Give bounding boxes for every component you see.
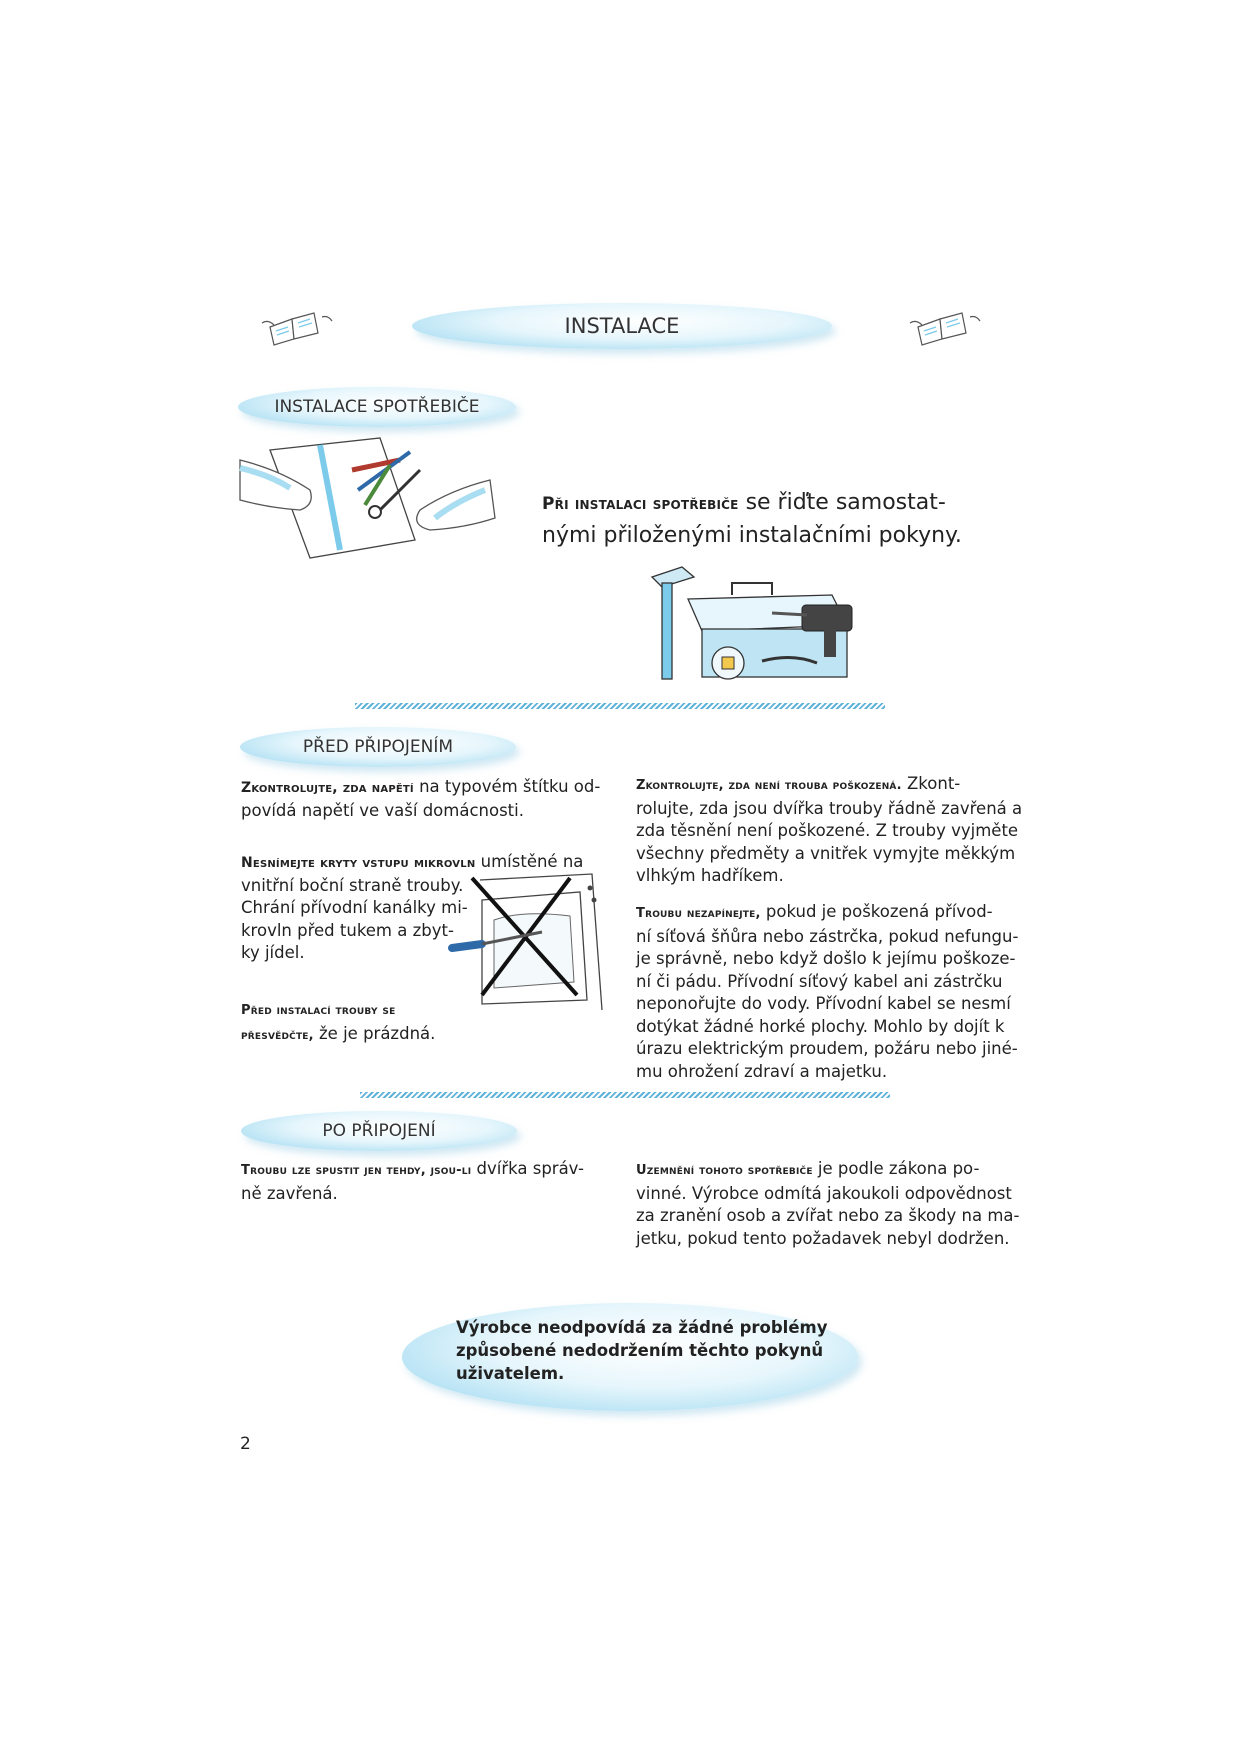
after-right-paragraph	[636, 1158, 1019, 1250]
disclaimer-oval	[402, 1303, 858, 1411]
before-left-p1-l1: na typovém štítku od-	[413, 777, 601, 796]
before-right-p2-l3: je správně, nebo když došlo k jejímu poškoze-	[636, 949, 1016, 968]
before-left-p3	[241, 1000, 435, 1047]
after-left-caps: Troubu lze spustit jen tehdy, jsou-li	[241, 1163, 472, 1178]
before-right-p2-l5: neponořujte do vody. Přívodní kabel se nesmí	[636, 994, 1011, 1013]
after-right-l4: jetku, pokud tento požadavek nebyl dodržen.	[636, 1228, 1010, 1248]
before-left-p2-l1: umístěné na	[475, 852, 584, 871]
before-right-p2	[636, 901, 1018, 1083]
disclaimer-l2: způsobené nedodržením těchto pokynů	[456, 1341, 824, 1360]
before-left-p2-l3: Chrání přívodní kanálky mi-	[241, 898, 468, 917]
page-number: 2	[240, 1434, 251, 1454]
before-right-p2-l8: mu ohrožení zdraví a majetku.	[636, 1061, 888, 1081]
after-right-l3: za zranění osob a zvířat nebo za škody na ma-	[636, 1206, 1020, 1225]
before-right-p2-l1: pokud je poškozená přívod-	[760, 902, 993, 921]
after-left-l2: ně zavřená.	[241, 1183, 338, 1203]
disclaimer-l1: Výrobce neodpovídá za žádné problémy	[456, 1318, 828, 1337]
after-right-l2: vinné. Výrobce odmítá jakoukoli odpovědnost	[636, 1183, 1012, 1203]
install-lead-paragraph	[542, 487, 962, 551]
after-left-paragraph	[241, 1158, 584, 1205]
section-title-before: PŘED PŘIPOJENÍM	[302, 737, 454, 757]
before-right-p2-caps: Troubu nezapínejte,	[636, 906, 761, 921]
section-label-before	[240, 727, 516, 767]
before-left-p2-caps: Nesnímejte kryty vstupu mikrovln	[241, 855, 476, 871]
section-title-after: PO PŘIPOJENÍ	[322, 1121, 436, 1141]
before-right-p1	[636, 773, 1022, 888]
after-left-l1: dvířka správ-	[471, 1159, 584, 1178]
before-right-p1-l5: vlhkým hadříkem.	[636, 866, 784, 885]
before-left-p1-caps: Zkontrolujte, zda napětí	[241, 780, 414, 796]
before-left-p1	[241, 776, 600, 822]
page-title-oval	[412, 303, 832, 349]
page-title: INSTALACE	[564, 314, 680, 338]
before-right-p1-l4: všechny předměty a vnitřek vymyjte měkkým	[636, 843, 1016, 863]
before-left-p2-l5: ky jídel.	[241, 943, 305, 962]
section-divider	[360, 1092, 890, 1098]
before-right-p2-l6: dotýkat žádné horké plochy. Mohlo by dojít k	[636, 1016, 1005, 1036]
disclaimer-text	[456, 1316, 827, 1385]
before-right-p2-l2: ní síťová šňůra nebo zástrčka, pokud nefungu-	[636, 926, 1019, 946]
before-right-p1-l3: zda těsnění není poškozené. Z trouby vyjměte	[636, 821, 1019, 840]
section-divider	[355, 703, 885, 709]
before-left-p3-l1: že je prázdná.	[313, 1023, 436, 1043]
after-right-caps: Uzemnění tohoto spotřebiče	[636, 1163, 813, 1178]
install-lead-caps: Při instalaci spotřebiče	[542, 494, 739, 514]
before-right-p1-l1: Zkont-	[901, 774, 961, 793]
do-not-remove-cover-illustration	[452, 870, 612, 1010]
before-left-p2-l2: vnitřní boční straně trouby.	[241, 875, 464, 895]
open-book-icon	[910, 305, 980, 350]
before-left-p2-l4: krovln před tukem a zbyt-	[241, 920, 454, 940]
disclaimer-l3: uživatelem.	[456, 1364, 565, 1383]
before-left-p1-l2: povídá napětí ve vaší domácnosti.	[241, 800, 524, 820]
before-right-p1-l2: rolujte, zda jsou dvířka trouby řádně zavřená a	[636, 798, 1023, 818]
before-left-p3-caps-1: Před instalací trouby se	[241, 1003, 396, 1018]
section-label-after	[241, 1111, 517, 1151]
hands-holding-manual-illustration	[240, 430, 500, 560]
toolbox-illustration	[632, 565, 872, 685]
before-right-p1-caps: Zkontrolujte, zda není trouba poškozená.	[636, 778, 902, 793]
before-left-p3-caps-2: přesvědčte,	[241, 1027, 314, 1043]
before-right-p2-l7: úrazu elektrickým proudem, požáru nebo jiné-	[636, 1039, 1018, 1058]
install-lead-text-2: nými přiloženými instalačními pokyny.	[542, 523, 962, 548]
open-book-icon	[262, 305, 332, 350]
install-lead-text-1: se řiďte samostat-	[738, 490, 946, 515]
after-right-l1: je podle zákona po-	[812, 1159, 980, 1178]
before-right-p2-l4: ní či pádu. Přívodní síťový kabel ani zástrčku	[636, 971, 1003, 991]
section-label-install	[238, 387, 516, 427]
section-title-install: INSTALACE SPOTŘEBIČE	[274, 397, 480, 417]
